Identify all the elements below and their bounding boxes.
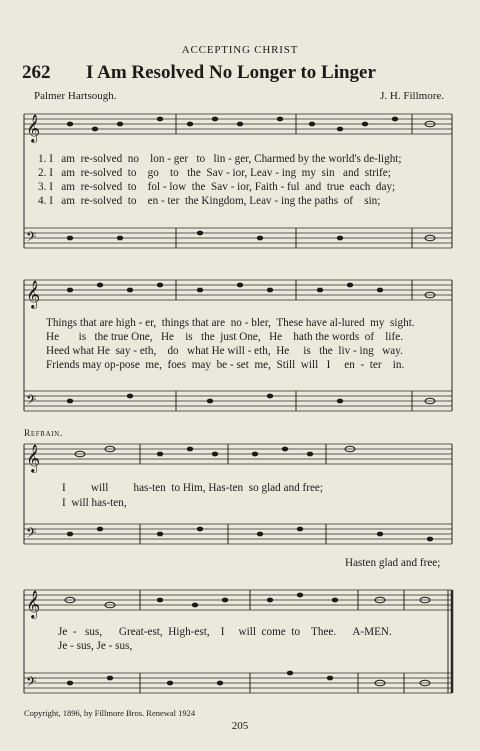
treble-clef-icon: 𝄞 [26,590,41,618]
staff-bass-4 [24,673,452,693]
copyright-notice: Copyright, 1896, by Fillmore Bros. Renewal 1924 [24,708,196,718]
refrain-label: Refrain. [24,429,63,439]
section-heading: ACCEPTING CHRIST [181,44,299,56]
verse-line: Things that are high - er, things that are no - bler, These have al-lured my sight. [46,317,415,329]
staff-bass-3 [24,524,452,544]
treble-clef-icon: 𝄞 [26,280,41,308]
refrain-lyric: Hasten glad and free; [345,557,441,569]
bass-clef-icon: 𝄢 [26,525,37,544]
treble-clef-icon: 𝄞 [26,114,41,142]
verse-line: He is the true One, He is the just One, He hath the words of life. [46,331,403,343]
lyricist: Palmer Hartsough. [34,90,117,102]
page-number: 205 [231,720,249,732]
refrain-lyric: I will has-ten to Him, Has-ten so glad and free; [62,482,323,494]
verse-line: Heed what He say - eth, do what He will - eth, He is the liv - ing way. [46,345,403,357]
verse-line: Friends may op-pose me, foes may be - set me, Still will I en - ter in. [46,359,405,371]
staff-treble-2 [24,280,452,300]
bass-clef-icon: 𝄢 [26,229,37,248]
refrain-lyric: Je - sus, Great-est, High-est, I will come to Thee. A-MEN. [58,626,392,638]
refrain-lyric: I will has-ten, [62,497,127,509]
bass-clef-icon: 𝄢 [26,392,37,411]
staff-treble-3 [24,444,452,464]
composer: J. H. Fillmore. [380,90,444,102]
staff-bass-2 [24,391,452,411]
verse-line: 1. I am re-solved no lon - ger to lin - ger, Charmed by the world's de-light; [38,153,402,165]
staff-bass-1 [24,228,452,248]
verse-line: 3. I am re-solved to fol - low the Sav - ior, Faith - ful and true each day; [38,181,396,193]
bass-clef-icon: 𝄢 [26,674,37,693]
verse-line: 2. I am re-solved to go to the Sav - ior, Leav - ing my sin and strife; [38,167,391,179]
verse-line: 4. I am re-solved to en - ter the Kingdom, Leav - ing the paths of sin; [38,195,381,207]
refrain-lyric: Je - sus, Je - sus, [58,640,133,652]
staff-treble-4 [24,590,452,610]
hymn-number: 262 [22,62,51,83]
hymn-title: I Am Resolved No Longer to Linger [86,62,376,83]
treble-clef-icon: 𝄞 [26,444,41,472]
